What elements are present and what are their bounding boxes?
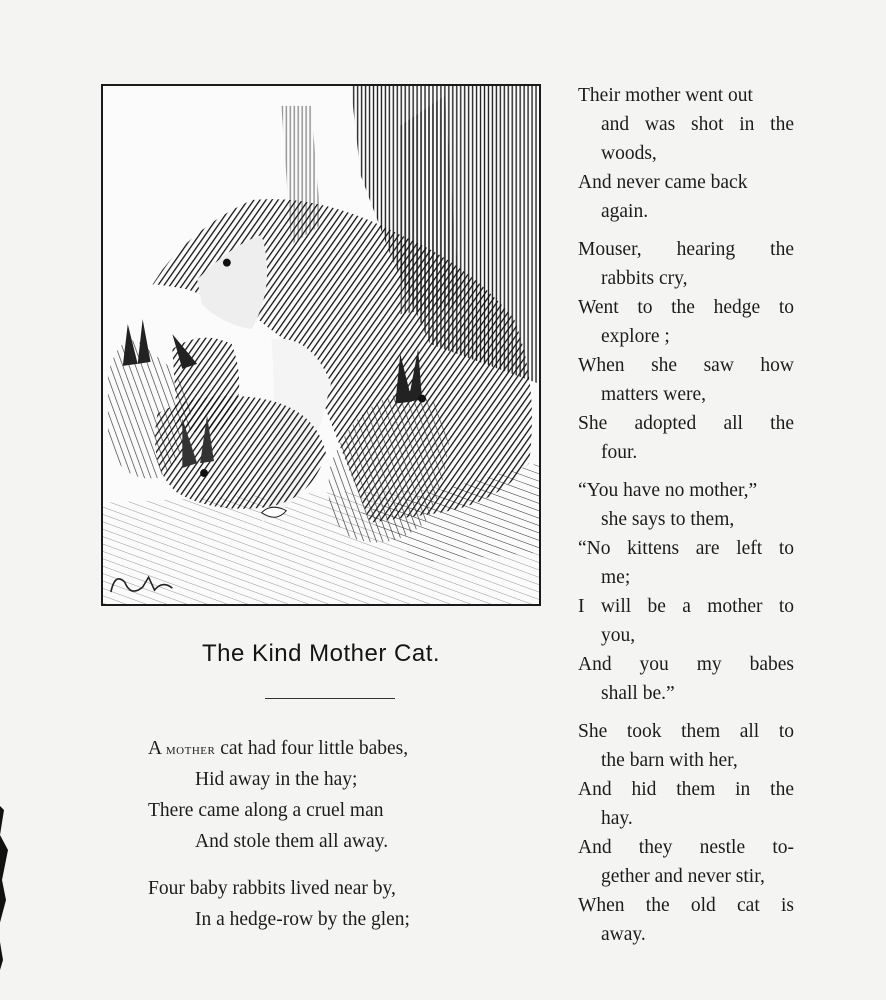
poem-line: And you my babes — [578, 654, 794, 675]
stanza-6 — [578, 717, 878, 949]
torn-edge — [0, 0, 16, 1000]
poem-line: Went to the hedge to — [578, 297, 794, 318]
poem-line: She adopted all the — [578, 413, 794, 434]
poem-line: And they nestle to- — [578, 837, 794, 858]
poem-line: I will be a mother to — [578, 596, 794, 617]
poem-line: Their mother went out — [578, 85, 753, 106]
poem-line: “You have no mother,” — [578, 480, 758, 501]
poem-line: A mother cat had four little babes, — [148, 738, 409, 759]
stanza-2 — [148, 873, 528, 935]
poem-line: explore ; — [601, 326, 670, 347]
poem-line: And stole them all away. — [195, 831, 389, 852]
stanza-gap — [578, 708, 878, 717]
poem-line: hay. — [601, 808, 633, 829]
stanza-5 — [578, 476, 878, 708]
poem-line: When she saw how — [578, 355, 794, 376]
engraving-illustration — [101, 84, 541, 606]
poem-line: shall be.” — [601, 683, 675, 704]
poem-title: The Kind Mother Cat. — [201, 640, 441, 667]
poem-line: When the old cat is — [578, 895, 794, 916]
poem-line: the barn with her, — [601, 750, 738, 771]
poem-line: “No kittens are left to — [578, 538, 794, 559]
poem-line: Mouser, hearing the — [578, 239, 794, 260]
stanza-4 — [578, 235, 878, 467]
poem-left-column — [148, 733, 528, 951]
poem-line: She took them all to — [578, 721, 794, 742]
poem-line: away. — [601, 924, 646, 945]
stanza-gap — [578, 226, 878, 235]
poem-right-column — [578, 81, 878, 949]
poem-line: And hid them in the — [578, 779, 794, 800]
poem-line: rabbits cry, — [601, 268, 688, 289]
stanza-1 — [148, 733, 528, 857]
poem-line: me; — [601, 567, 631, 588]
title-rule — [265, 698, 395, 699]
poem-line: And never came back — [578, 172, 748, 193]
poem-line: gether and never stir, — [601, 866, 765, 887]
poem-line: Four baby rabbits lived near by, — [148, 878, 396, 899]
poem-line: she says to them, — [601, 509, 735, 530]
poem-line: In a hedge-row by the glen; — [195, 909, 410, 930]
poem-line: you, — [601, 625, 636, 646]
cat-and-rabbits-engraving — [103, 86, 539, 604]
poem-line: Hid away in the hay; — [195, 769, 358, 790]
stanza-gap — [578, 467, 878, 476]
poem-line: and was shot in the — [601, 114, 794, 135]
poem-line: woods, — [601, 143, 657, 164]
poem-line: There came along a cruel man — [148, 800, 384, 821]
stanza-3 — [578, 81, 878, 226]
poem-line: four. — [601, 442, 638, 463]
poem-line: matters were, — [601, 384, 707, 405]
poem-line: again. — [601, 201, 649, 222]
